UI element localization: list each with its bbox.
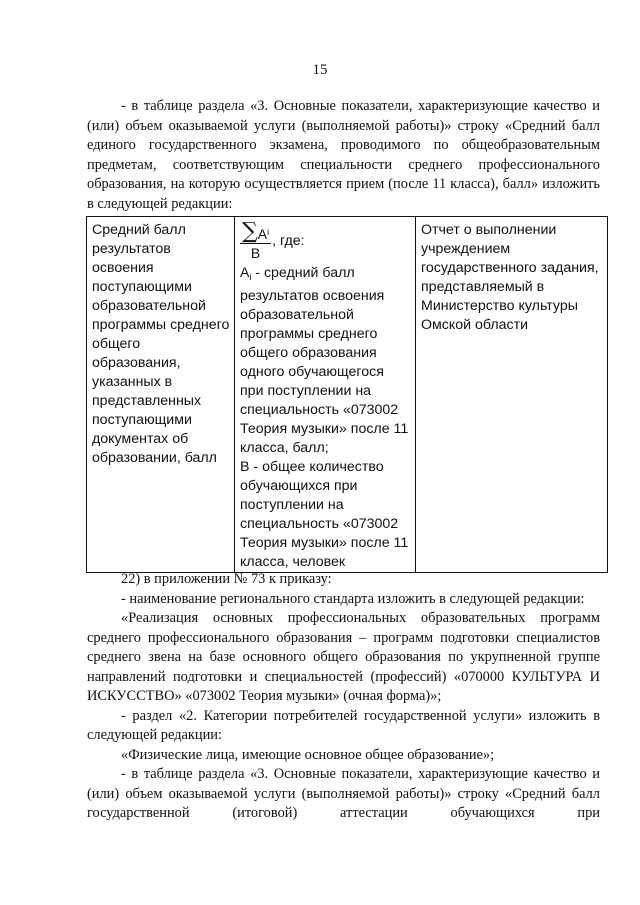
amendment-paragraph: 22) в приложении № 73 к приказу: xyxy=(121,571,332,587)
amendment-paragraph: «Физические лица, имеющие основное общее образование»; xyxy=(121,746,495,763)
ai-definition xyxy=(240,263,411,458)
source-text: Отчет о выполнении учреждением государственного задания, представляемый в Министерство культуры Омской области xyxy=(421,222,599,333)
intro-paragraph-block xyxy=(87,97,600,214)
ai-definition-text: - средний балл результатов освоения образовательной программы среднего общего образования одного обучающегося при поступлении на специальность «073002 Теория музыки» после 11 класса, балл; xyxy=(240,265,409,456)
sigma-symbol: ∑ xyxy=(242,218,258,244)
table-row xyxy=(87,217,608,573)
ai-variable: A xyxy=(240,264,250,280)
b-definition: B - общее количество обучающихся при поступлении на специальность «073002 Теория музыки» после 11 класса, человек xyxy=(240,459,409,570)
source-cell xyxy=(416,217,608,573)
ai-subscript: i xyxy=(249,272,252,282)
indicator-name-text: Средний балл результатов освоения поступающими образовательной программы среднего общего образования, указанных в представленных поступающими документах об образовании, балл xyxy=(92,222,230,466)
formula-numerator xyxy=(240,218,271,244)
numerator-variable: A xyxy=(257,225,268,242)
amendment-paragraph: - наименование регионального стандарта изложить в следующей редакции: xyxy=(121,590,585,607)
amendments-block xyxy=(87,570,600,824)
page-number: 15 xyxy=(312,62,328,78)
formula-denominator: B xyxy=(250,244,261,261)
numerator-subscript: i xyxy=(267,226,270,237)
amendment-paragraph: - раздел «2. Категории потребителей государственной услуги» изложить в следующей редакции: xyxy=(87,707,600,743)
indicator-name-cell xyxy=(87,217,235,573)
formula xyxy=(240,218,411,261)
intro-paragraph: - в таблице раздела «3. Основные показатели, характеризующие качество и (или) объем оказываемой услуги (выполняемой работы)» строку «Средний балл единого государственного экзамена, проводимого по общеобразовательным предметам, соответствующим специальности среднего профессионального образования, на которую осуществляется прием (после 11 класса), балл» изложить в следующей редакции: xyxy=(87,98,600,212)
calculation-method-cell xyxy=(235,217,416,573)
formula-fraction xyxy=(240,218,271,261)
formula-tail: , где: xyxy=(272,232,305,249)
indicator-table xyxy=(86,216,608,573)
amendment-paragraph: «Реализация основных профессиональных образовательных программ среднего профессионального образования – программ подготовки специалистов среднего звена на базе основного общего образования по укрупненной группе направлений подготовки и специальностей (профессий) «070000 КУЛЬТУРА И ИСКУССТВО» «073002 Теория музыки» (очная форма)»; xyxy=(87,610,600,704)
amendment-paragraph: - в таблице раздела «3. Основные показатели, характеризующие качество и (или) объем оказываемой услуги (выполняемой работы)» строку «Средний балл государственной (итоговой) аттестации обучающихся при xyxy=(87,766,600,821)
